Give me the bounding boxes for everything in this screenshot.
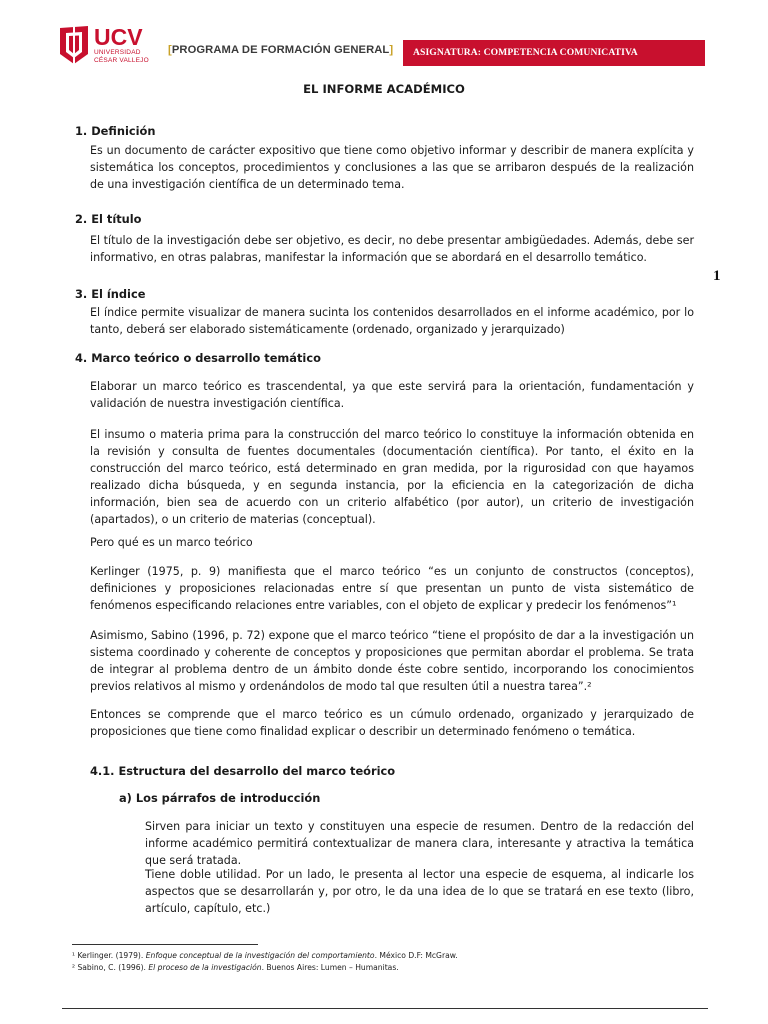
section-2-text: El título de la investigación debe ser objetivo, es decir, no debe presentar ambigüedades. Además, debe ser informativo, en otras palabras, manifestar la información que se abordará en el desarrollo temático. [90,234,694,265]
section-4-paragraph-3: Pero qué es un marco teórico [90,536,253,549]
program-label: PROGRAMA DE FORMACIÓN GENERAL [171,44,390,56]
logo-line-university: UNIVERSIDAD [94,49,141,56]
section-4-paragraph-4: Kerlinger (1975, p. 9) manifiesta que el marco teórico “es un conjunto de constructos (conceptos), definiciones y proposiciones relacionadas entre sí que presentan un punto de vista sistemático de fenómenos especificando relaciones entre variables, con el objeto de explicar y predecir los fenómenos”¹ [90,565,694,613]
section-1-heading: 1. Definición [75,124,156,138]
section-1-text: Es un documento de carácter expositivo que tiene como objetivo informar y describir de manera explícita y sistemática los conceptos, procedimientos y conclusiones a las que se arribaron después de la realización de una investigación científica de un determinado tema. [90,144,694,192]
section-4-paragraph-6: Entonces se comprende que el marco teórico es un cúmulo ordenado, organizado y jerarquizado de proposiciones que tiene como finalidad explicar o describir un determinado fenómeno o temática. [90,708,694,739]
footnote-1-author: ¹ Kerlinger. (1979). [72,951,146,960]
logo-text: UCV [94,24,143,50]
section-4-paragraph-5: Asimismo, Sabino (1996, p. 72) expone que el marco teórico “tiene el propósito de dar a la investigación un sistema coordinado y coherente de conceptos y proposiciones que permitan abordar el problema. Se trata de integrar al problema dentro de un ámbito donde éste cobre sentido, incorporando los conocimientos previos relativos al mismo y ordenándolos de modo tal que resulten útil a nuestra tarea”.² [90,629,694,694]
footnote-2-publisher: . Buenos Aires: Lumen – Humanitas. [261,963,399,972]
logo-line-name: CÉSAR VALLEJO [94,57,149,64]
footnote-2 [72,963,399,972]
section-4-paragraph-1: Elaborar un marco teórico es trascendental, ya que este servirá para la orientación, fundamentación y validación de nuestra investigación científica. [90,380,694,411]
footnote-divider [72,944,258,945]
section-4-1-heading: 4.1. Estructura del desarrollo del marco teórico [90,764,396,778]
section-a-paragraph-1: Sirven para iniciar un texto y constituyen una especie de resumen. Dentro de la redacción del informe académico permitirá contextualizar de manera clara, interesante y atractiva la temática que será tratada. [145,820,694,868]
section-4-heading: 4. Marco teórico o desarrollo temático [75,351,321,365]
footnote-1 [72,951,458,960]
document-title: EL INFORME ACADÉMICO [303,82,465,96]
section-2-heading: 2. El título [75,212,142,226]
footnote-1-publisher: . México D.F: McGraw. [374,951,458,960]
bottom-divider [62,1008,708,1009]
bracket-open: [ [168,44,172,56]
footnote-2-title: El proceso de la investigación [148,963,262,972]
subject-label: ASIGNATURA: COMPETENCIA COMUNICATIVA [413,47,638,58]
bracket-close: ] [389,44,394,56]
page-number: 1 [713,268,721,284]
section-3-text: El índice permite visualizar de manera sucinta los contenidos desarrollados en el informe académico, por lo tanto, deberá ser elaborado sistemáticamente (ordenado, organizado y jerarquizado) [90,306,694,337]
section-4-paragraph-2: El insumo o materia prima para la construcción del marco teórico lo constituye la información obtenida en la revisión y consulta de fuentes documentales (documentación científica). Por tanto, el éxito en la construcción del marco teórico, está determinado en gran medida, por la rigurosidad con que hayamos realizado dicha búsqueda, y en segunda instancia, por la eficiencia en la categorización de dicha información, bien sea de acuerdo con un criterio alfabético (por autor), un criterio de investigación (apartados), o un criterio de materias (conceptual). [90,428,694,527]
section-a-heading: a) Los párrafos de introducción [119,791,321,805]
footnote-2-author: ² Sabino, C. (1996). [72,963,149,972]
section-a-paragraph-2: Tiene doble utilidad. Por un lado, le presenta al lector una especie de esquema, al indicarle los aspectos que se desarrollarán y, por otro, le da una idea de lo que se tratará en ese texto (libro, artículo, capítulo, etc.) [145,868,694,916]
section-3-heading: 3. El índice [75,287,146,301]
footnote-1-title: Enfoque conceptual de la investigación del comportamiento [145,951,375,960]
